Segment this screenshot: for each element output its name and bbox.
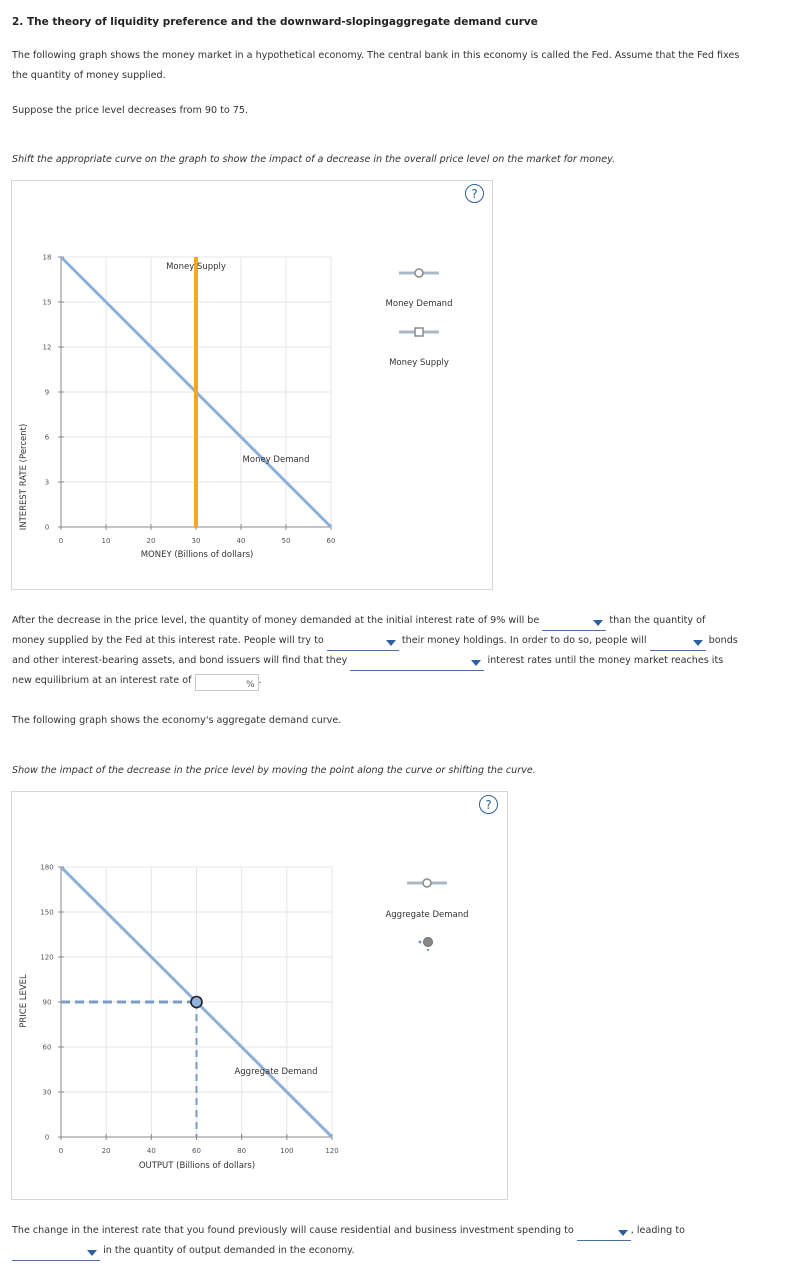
equilibrium-point[interactable] <box>191 997 202 1008</box>
final-text-3: in the quantity of output demanded in the economy. <box>103 1245 355 1256</box>
x-tick-label: 40 <box>236 537 246 545</box>
legend-aggregate-demand-label: Aggregate Demand <box>385 910 469 920</box>
para-text-4: their money holdings. In order to do so, people will <box>401 635 647 646</box>
x-tick-label: 100 <box>280 1147 294 1155</box>
y-tick-label: 120 <box>40 953 54 962</box>
investment-spending-dropdown[interactable] <box>577 1226 631 1241</box>
y-tick-label: 12 <box>42 343 52 352</box>
y-tick-label: 15 <box>42 298 52 307</box>
legend-aggregate-demand-tool[interactable] <box>407 879 447 887</box>
output-change-dropdown[interactable] <box>12 1246 100 1261</box>
x-tick-label: 40 <box>146 1147 156 1155</box>
ad-instruction: Show the impact of the decrease in the price level by moving the point along the curve or shifting the curve. <box>12 765 536 776</box>
money-instruction: Shift the appropriate curve on the graph to show the impact of a decrease in the overall price level on the market for money. <box>12 154 616 165</box>
paragraph-line-1 <box>12 611 792 631</box>
chevron-down-icon <box>87 1250 97 1256</box>
paragraph-line-4 <box>12 671 792 691</box>
legend-money-supply-label: Money Supply <box>389 358 449 368</box>
final-line-2 <box>12 1241 802 1261</box>
y-axis-label: PRICE LEVEL <box>19 974 29 1028</box>
help-icon[interactable]: ? <box>465 184 484 203</box>
x-tick-label: 120 <box>325 1147 339 1155</box>
x-tick-label: 0 <box>58 1147 64 1155</box>
money-supply-curve-label: Money Supply <box>166 262 226 272</box>
paragraph-line-3 <box>12 651 792 671</box>
x-tick-label: 20 <box>101 1147 111 1155</box>
money-market-graph[interactable] <box>11 180 493 590</box>
intro-line-1: The following graph shows the money market in a hypothetical economy. The central bank in this economy is called the Fed. Assume that the Fed fixes <box>12 50 740 61</box>
percent-unit: % <box>245 680 255 690</box>
para-text-1: After the decrease in the price level, the quantity of money demanded at the initial interest rate of 9% will be <box>12 615 540 626</box>
para-text-5: bonds <box>708 635 738 646</box>
interest-rate-action-dropdown[interactable] <box>350 656 484 671</box>
y-tick-label: 30 <box>42 1088 52 1097</box>
x-tick-label: 60 <box>326 537 336 545</box>
final-line-1 <box>12 1221 802 1241</box>
chevron-down-icon <box>471 660 481 666</box>
chevron-down-icon <box>386 640 396 646</box>
x-tick-label: 0 <box>58 537 64 545</box>
y-tick-label: 9 <box>44 388 50 397</box>
paragraph-line-2 <box>12 631 802 651</box>
chevron-down-icon <box>593 620 603 626</box>
intro-line-2: the quantity of money supplied. <box>12 70 166 81</box>
comparison-dropdown[interactable] <box>542 616 606 631</box>
y-tick-label: 90 <box>42 998 52 1007</box>
x-axis-label: OUTPUT (Billions of dollars) <box>138 1161 256 1171</box>
bonds-action-dropdown[interactable] <box>650 636 706 651</box>
x-axis-label: MONEY (Billions of dollars) <box>140 550 254 560</box>
question-title: 2. The theory of liquidity preference and the downward-slopingaggregate demand curve <box>12 16 538 28</box>
money-demand-curve-label: Money Demand <box>242 455 310 465</box>
price-level-statement: Suppose the price level decreases from 90 to 75. <box>12 105 249 116</box>
para-text-3: money supplied by the Fed at this interest rate. People will try to <box>12 635 324 646</box>
y-axis-label: INTEREST RATE (Percent) <box>19 423 29 531</box>
legend-money-supply-tool[interactable] <box>399 328 439 336</box>
para-end: . <box>258 675 262 686</box>
y-tick-label: 60 <box>42 1043 52 1052</box>
aggregate-demand-graph[interactable] <box>11 791 508 1200</box>
final-text-2: , leading to <box>630 1225 685 1236</box>
y-tick-label: 180 <box>40 863 54 872</box>
y-tick-label: 18 <box>42 253 52 262</box>
chevron-down-icon <box>618 1230 628 1236</box>
chevron-down-icon <box>693 640 703 646</box>
para-text-6: and other interest-bearing assets, and bond issuers will find that they <box>12 655 348 666</box>
y-tick-label: 3 <box>44 478 50 487</box>
x-tick-label: 60 <box>192 1147 201 1155</box>
y-tick-label: 0 <box>44 1133 50 1142</box>
y-tick-label: 6 <box>44 433 50 442</box>
legend-money-demand-label: Money Demand <box>385 299 453 309</box>
y-tick-label: 150 <box>40 908 54 917</box>
x-tick-label: 50 <box>281 537 291 545</box>
aggregate-demand-curve-label: Aggregate Demand <box>234 1067 318 1077</box>
para-text-7: interest rates until the money market reaches its <box>487 655 724 666</box>
equilibrium-rate-input[interactable] <box>195 674 259 691</box>
x-tick-label: 20 <box>146 537 156 545</box>
para-text-2: than the quantity of <box>609 615 706 626</box>
x-tick-label: 30 <box>191 537 201 545</box>
help-icon[interactable]: ? <box>479 795 498 814</box>
holdings-action-dropdown[interactable] <box>327 636 399 651</box>
y-tick-label: 0 <box>44 523 50 532</box>
para-text-8: new equilibrium at an interest rate of <box>12 675 192 686</box>
legend-money-demand-tool[interactable] <box>399 269 439 277</box>
final-text-1: The change in the interest rate that you found previously will cause residential and business investment spending to <box>12 1225 574 1236</box>
x-tick-label: 10 <box>101 537 111 545</box>
legend-point-tool[interactable] <box>419 938 433 952</box>
x-tick-label: 80 <box>237 1147 247 1155</box>
ad-intro: The following graph shows the economy's aggregate demand curve. <box>12 715 342 726</box>
